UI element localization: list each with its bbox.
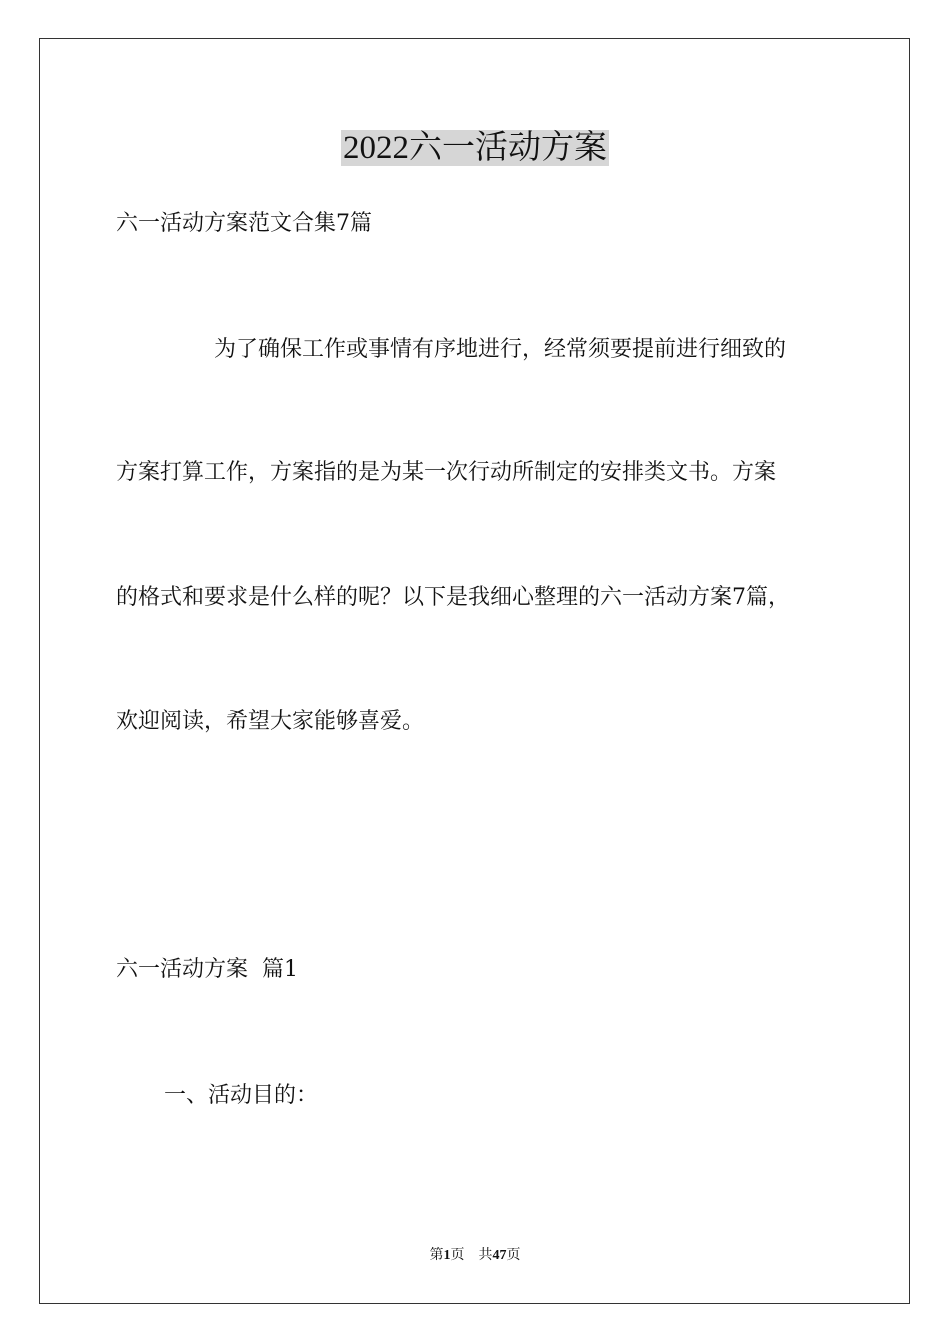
section-title: 六一活动方案 篇1 [116,957,298,982]
footer-page-prefix: 第 [429,1248,444,1263]
document-title [0,127,950,169]
intro-paragraph-line-3: 的格式和要求是什么样的呢？以下是我细心整理的六一活动方案7篇， [116,585,790,610]
footer-total-suffix: 页 [506,1248,521,1263]
document-subtitle: 六一活动方案范文合集7篇 [116,211,372,236]
document-title-text: 2022六一活动方案 [343,130,607,166]
footer-total-prefix: 共 [478,1248,493,1263]
footer-page-number: 1 [443,1248,451,1263]
intro-paragraph-line-2: 方案打算工作，方案指的是为某一次行动所制定的安排类文书。方案 [116,460,777,485]
intro-paragraph-line-1: 为了确保工作或事情有序地进行，经常须要提前进行细致的 [214,337,787,362]
footer-total-pages: 47 [492,1248,507,1263]
intro-paragraph-line-4: 欢迎阅读，希望大家能够喜爱。 [116,709,425,734]
footer-page-suffix: 页 [450,1248,465,1263]
page-footer [0,1246,950,1266]
section-item-1: 一、活动目的： [164,1083,319,1108]
